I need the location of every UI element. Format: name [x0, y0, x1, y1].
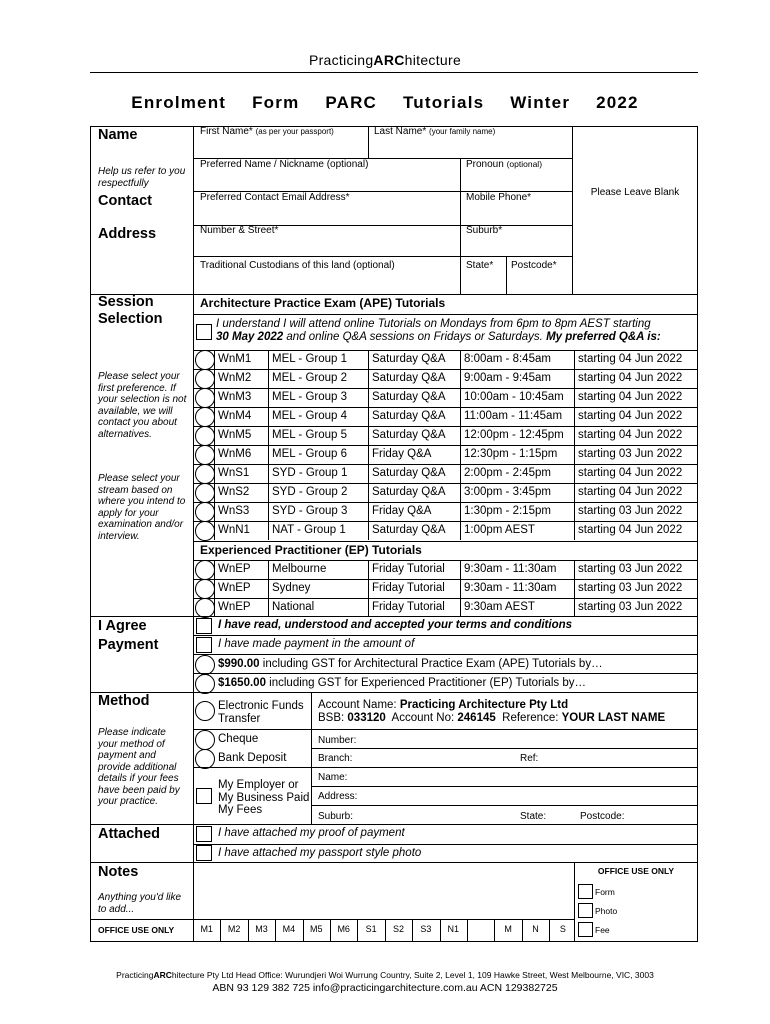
employer-paid-checkbox[interactable]	[196, 788, 212, 804]
cell-divider	[460, 350, 461, 369]
cell-divider	[460, 521, 461, 540]
label-column-divider	[193, 126, 194, 942]
cell-divider	[460, 158, 461, 256]
eft-label: Electronic Funds Transfer	[218, 700, 304, 725]
ape-day-cell: Friday Q&A	[372, 448, 432, 460]
ape-amount-desc: including GST for Architectural Practice Exam (APE) Tutorials by…	[259, 658, 603, 670]
ape-amount-text	[218, 658, 603, 670]
form-title-left: Enrolment Form	[131, 93, 300, 112]
ep-code-cell: WnEP	[218, 582, 251, 594]
ape-session-radio[interactable]	[195, 445, 215, 465]
row-divider	[193, 541, 698, 542]
account-name-line	[318, 699, 568, 711]
cell-divider	[460, 256, 461, 294]
ape-code-cell: WnM3	[218, 391, 252, 403]
office-code-cell: N	[532, 924, 539, 934]
footer-brand-c: hitecture Pty Ltd Head Office: Wurundjeri Woi Wurrung Country, Suite 2, Level 1, 109 Hawke Street, West Melbourne, VIC, 3003	[171, 970, 654, 980]
office-use-label: OFFICE USE ONLY	[98, 925, 175, 935]
ape-day-cell: Saturday Q&A	[372, 467, 446, 479]
proof-text: I have attached my proof of payment	[218, 827, 405, 839]
ape-code-cell: WnS3	[218, 505, 250, 517]
cell-divider	[268, 445, 269, 464]
ep-amount-desc: including GST for Experienced Practitioner (EP) Tutorials by…	[265, 677, 586, 689]
row-divider	[193, 314, 698, 315]
row-divider	[193, 673, 698, 674]
bank-deposit-radio[interactable]	[195, 749, 215, 769]
brand-part-c: hitecture	[404, 52, 462, 68]
ape-group-cell: MEL - Group 5	[272, 429, 347, 441]
preferred-name-field[interactable]: Preferred Name / Nickname (optional)	[200, 159, 369, 170]
cell-divider	[214, 502, 215, 521]
ape-time-cell: 1:00pm AEST	[464, 524, 535, 536]
office-code-cell: S2	[392, 924, 404, 934]
ape-group-cell: MEL - Group 4	[272, 410, 347, 422]
photo-text: I have attached my passport style photo	[218, 847, 422, 859]
form-title	[0, 93, 770, 113]
row-divider	[193, 729, 698, 730]
office-code-cell: M2	[227, 924, 241, 934]
cell-divider	[214, 521, 215, 540]
cell-divider	[368, 521, 369, 540]
cell-divider	[368, 445, 369, 464]
address-label: Address	[98, 226, 157, 242]
row-divider	[311, 805, 698, 806]
ape-code-cell: WnM2	[218, 372, 252, 384]
bsb-label: BSB:	[318, 712, 348, 724]
employer-address-field[interactable]: Address:	[318, 791, 358, 802]
ape-start-cell: starting 04 Jun 2022	[578, 391, 683, 403]
method-note: Please indicate your method of payment and provide additional details if your fees have been paid by your practice.	[98, 727, 180, 807]
cell-divider	[214, 560, 215, 579]
footer-address	[0, 970, 770, 980]
employer-state-field[interactable]: State:	[520, 811, 547, 822]
cell-divider	[268, 407, 269, 426]
ape-preferred-qa: My preferred Q&A is:	[546, 331, 661, 343]
name-note: Help us refer to you respectfully	[98, 166, 186, 189]
attached-label: Attached	[98, 826, 161, 842]
office-code-cell: S1	[365, 924, 377, 934]
ep-start-cell: starting 03 Jun 2022	[578, 582, 683, 594]
ep-day-cell: Friday Tutorial	[372, 601, 445, 613]
cell-divider	[368, 502, 369, 521]
ape-code-cell: WnS2	[218, 486, 250, 498]
cell-divider	[574, 483, 575, 502]
ape-understand-checkbox[interactable]	[196, 324, 212, 340]
email-field[interactable]: Preferred Contact Email Address*	[200, 192, 350, 203]
ape-start-cell: starting 03 Jun 2022	[578, 505, 683, 517]
cell-divider	[506, 256, 507, 294]
ep-amount-text	[218, 677, 586, 689]
agree-text: I have read, understood and accepted your terms and conditions	[218, 619, 573, 631]
mobile-field[interactable]: Mobile Phone*	[466, 192, 532, 203]
payment-intro: I have made payment in the amount of	[218, 638, 415, 650]
ape-group-cell: SYD - Group 2	[272, 486, 348, 498]
cell-divider	[214, 445, 215, 464]
ep-group-cell: National	[272, 601, 315, 613]
cell-divider	[368, 464, 369, 483]
cell-divider	[214, 598, 215, 617]
state-field[interactable]: State*	[466, 260, 494, 271]
cell-divider	[268, 483, 269, 502]
cell-divider	[460, 445, 461, 464]
last-name-label: Last Name*	[374, 126, 427, 137]
first-name-hint: (as per your passport)	[255, 127, 334, 136]
agree-label: I Agree	[98, 618, 147, 634]
section-divider	[90, 692, 698, 693]
cell-divider	[460, 369, 461, 388]
office-code-cell: M	[504, 924, 512, 934]
ape-code-cell: WnM5	[218, 429, 252, 441]
ape-session-radio[interactable]	[195, 502, 215, 522]
cell-divider	[368, 350, 369, 369]
ep-amount-radio[interactable]	[195, 674, 215, 694]
cheque-number-field[interactable]: Number:	[318, 735, 357, 746]
office-use-heading: OFFICE USE ONLY	[597, 866, 675, 876]
ep-code-cell: WnEP	[218, 563, 251, 575]
row-divider	[311, 748, 698, 749]
row-divider	[311, 786, 698, 787]
ape-code-cell: WnM6	[218, 448, 252, 460]
cell-divider	[574, 579, 575, 598]
cell-divider	[368, 483, 369, 502]
office-code-cell: M5	[310, 924, 323, 934]
row-divider	[193, 635, 698, 636]
ape-understand-part-a: I understand I will attend online Tutorials on Mondays from 6pm to 8pm AEST starting	[216, 318, 651, 330]
ape-start-cell: starting 04 Jun 2022	[578, 467, 683, 479]
section-divider	[90, 616, 698, 617]
office-check-box[interactable]	[578, 922, 593, 937]
cell-divider	[268, 560, 269, 579]
last-name-field[interactable]	[374, 126, 495, 137]
custodians-field[interactable]: Traditional Custodians of this land (optional)	[200, 260, 395, 271]
ep-amount: $1650.00	[218, 677, 266, 689]
cell-divider	[460, 483, 461, 502]
ape-group-cell: SYD - Group 3	[272, 505, 348, 517]
reference-value: YOUR LAST NAME	[561, 712, 666, 724]
ape-time-cell: 9:00am - 9:45am	[464, 372, 551, 384]
first-name-field[interactable]	[200, 126, 334, 137]
bank-details-line	[318, 712, 665, 724]
account-name-label: Account Name:	[318, 699, 400, 711]
ape-start-cell: starting 04 Jun 2022	[578, 372, 683, 384]
cell-divider	[574, 502, 575, 521]
contact-label: Contact	[98, 193, 152, 209]
suburb-field[interactable]: Suburb*	[466, 225, 503, 236]
ape-time-cell: 12:30pm - 1:15pm	[464, 448, 558, 460]
cell-divider	[460, 388, 461, 407]
pronoun-field[interactable]	[466, 159, 542, 170]
ape-day-cell: Saturday Q&A	[372, 391, 446, 403]
ape-start-cell: starting 04 Jun 2022	[578, 486, 683, 498]
ape-session-radio[interactable]	[195, 521, 215, 541]
office-check-label: Fee	[595, 925, 610, 935]
employer-suburb-field[interactable]: Suburb:	[318, 811, 354, 822]
ep-session-radio[interactable]	[195, 579, 215, 599]
employer-paid-label: My Employer or My Business Paid My Fees	[218, 779, 310, 816]
cell-divider	[460, 502, 461, 521]
ape-day-cell: Saturday Q&A	[372, 524, 446, 536]
footer-brand-b: ARC	[153, 970, 172, 980]
cell-divider	[268, 369, 269, 388]
ep-day-cell: Friday Tutorial	[372, 563, 445, 575]
cell-divider	[574, 464, 575, 483]
cell-divider	[268, 426, 269, 445]
ape-day-cell: Saturday Q&A	[372, 353, 446, 365]
office-code-cell: M4	[282, 924, 296, 934]
ape-start-cell: starting 04 Jun 2022	[578, 410, 683, 422]
cell-divider	[574, 350, 575, 369]
ape-start-date: 30 May 2022	[216, 331, 284, 343]
ape-code-cell: WnN1	[218, 524, 250, 536]
cell-divider	[368, 579, 369, 598]
office-check-label: Form	[595, 887, 615, 897]
ep-group-cell: Melbourne	[272, 563, 327, 575]
cell-divider	[268, 579, 269, 598]
cell-divider	[574, 560, 575, 579]
employer-name-field[interactable]: Name:	[318, 772, 348, 783]
ape-time-cell: 2:00pm - 2:45pm	[464, 467, 551, 479]
form-title-right: PARC Tutorials Winter 2022	[325, 93, 639, 112]
cell-divider	[214, 388, 215, 407]
last-name-hint: (your family name)	[429, 127, 496, 136]
cell-divider	[214, 579, 215, 598]
agree-checkbox[interactable]	[196, 618, 212, 634]
street-field[interactable]: Number & Street*	[200, 225, 279, 236]
office-code-cell: S	[559, 924, 566, 934]
eft-radio[interactable]	[195, 701, 215, 721]
cell-divider	[368, 126, 369, 158]
proof-checkbox[interactable]	[196, 826, 212, 842]
cell-divider	[214, 426, 215, 445]
office-code-cell: M1	[200, 924, 213, 934]
cell-divider	[214, 369, 215, 388]
ape-session-radio[interactable]	[195, 369, 215, 389]
cell-divider	[214, 483, 215, 502]
payment-label: Payment	[98, 637, 159, 653]
ep-heading: Experienced Practitioner (EP) Tutorials	[200, 543, 422, 557]
cell-divider	[574, 369, 575, 388]
ape-time-cell: 11:00am - 11:45am	[464, 410, 563, 422]
row-divider	[193, 844, 698, 845]
ape-session-radio[interactable]	[195, 483, 215, 503]
ape-group-cell: MEL - Group 3	[272, 391, 347, 403]
cell-divider	[574, 407, 575, 426]
photo-checkbox[interactable]	[196, 845, 212, 861]
ape-time-cell: 12:00pm - 12:45pm	[464, 429, 564, 441]
ape-start-cell: starting 04 Jun 2022	[578, 524, 683, 536]
header-rule	[90, 72, 698, 73]
ape-day-cell: Friday Q&A	[372, 505, 432, 517]
cell-divider	[268, 350, 269, 369]
ape-code-cell: WnM4	[218, 410, 252, 422]
payment-checkbox[interactable]	[196, 637, 212, 653]
notes-note: Anything you'd like to add...	[98, 892, 182, 915]
ape-time-cell: 3:00pm - 3:45pm	[464, 486, 551, 498]
cell-divider	[574, 445, 575, 464]
cell-divider	[368, 369, 369, 388]
cell-divider	[368, 426, 369, 445]
cell-divider	[460, 407, 461, 426]
ape-start-cell: starting 03 Jun 2022	[578, 448, 683, 460]
ape-amount: $990.00	[218, 658, 260, 670]
cell-divider	[574, 598, 575, 617]
cell-divider	[460, 560, 461, 579]
cell-divider	[460, 426, 461, 445]
cheque-radio[interactable]	[195, 730, 215, 750]
ape-group-cell: MEL - Group 6	[272, 448, 347, 460]
cheque-label: Cheque	[218, 733, 259, 745]
account-no-label: Account No:	[385, 712, 458, 724]
account-no-value: 246145	[457, 712, 496, 724]
ep-group-cell: Sydney	[272, 582, 311, 594]
ape-start-cell: starting 04 Jun 2022	[578, 429, 683, 441]
office-check-box[interactable]	[578, 884, 593, 899]
account-name: Practicing Architecture Pty Ltd	[399, 699, 569, 711]
office-check-label: Photo	[595, 906, 618, 916]
ape-code-cell: WnS1	[218, 467, 250, 479]
ep-time-cell: 9:30am - 11:30am	[464, 582, 557, 594]
cell-divider	[368, 388, 369, 407]
ape-session-radio[interactable]	[195, 350, 215, 370]
bank-deposit-label: Bank Deposit	[218, 752, 287, 764]
ep-start-cell: starting 03 Jun 2022	[578, 563, 683, 575]
cell-divider	[460, 464, 461, 483]
cell-divider	[467, 919, 468, 942]
ape-start-cell: starting 04 Jun 2022	[578, 353, 683, 365]
row-divider	[193, 256, 572, 257]
ape-session-radio[interactable]	[195, 407, 215, 427]
blank-column-divider	[572, 126, 573, 294]
footer-registration: ABN 93 129 382 725 info@practicingarchitecture.com.au ACN 129382725	[212, 982, 558, 994]
cell-divider	[574, 426, 575, 445]
ape-understand-part-c: and online Q&A sessions on Fridays or Saturdays.	[283, 331, 547, 343]
ape-session-radio[interactable]	[195, 388, 215, 408]
cell-divider	[214, 464, 215, 483]
brand-part-b: ARC	[373, 52, 405, 68]
cell-divider	[574, 388, 575, 407]
footer-brand-a: Practicing	[116, 970, 154, 980]
brand-part-a: Practicing	[308, 52, 374, 68]
row-divider	[90, 919, 574, 920]
ape-time-cell: 8:00am - 8:45am	[464, 353, 551, 365]
ep-time-cell: 9:30am AEST	[464, 601, 535, 613]
name-label: Name	[98, 127, 138, 143]
ape-code-cell: WnM1	[218, 353, 252, 365]
row-divider	[193, 654, 698, 655]
cell-divider	[214, 407, 215, 426]
ape-time-cell: 1:30pm - 2:15pm	[464, 505, 551, 517]
session-note-preference: Please select your first preference. If your selection is not available, we will contact you about alternatives.	[98, 371, 187, 440]
first-name-label: First Name*	[200, 126, 253, 137]
session-label: Session Selection	[98, 294, 163, 327]
ep-code-cell: WnEP	[218, 601, 251, 613]
ape-day-cell: Saturday Q&A	[372, 410, 446, 422]
cell-divider	[214, 350, 215, 369]
pronoun-hint: (optional)	[506, 159, 543, 169]
ape-session-radio[interactable]	[195, 464, 215, 484]
section-divider	[90, 824, 698, 825]
deposit-ref-field[interactable]: Ref:	[520, 753, 539, 764]
cell-divider	[460, 598, 461, 617]
cell-divider	[268, 388, 269, 407]
session-note-stream: Please select your stream based on where you intend to apply for your examination and/or interview.	[98, 473, 186, 542]
brand-header	[0, 52, 770, 68]
ape-day-cell: Saturday Q&A	[372, 429, 446, 441]
cell-divider	[268, 502, 269, 521]
cell-divider	[460, 579, 461, 598]
bsb-value: 033120	[347, 712, 386, 724]
ep-session-radio[interactable]	[195, 560, 215, 580]
notes-label: Notes	[98, 864, 139, 880]
office-check-box[interactable]	[578, 903, 593, 918]
branch-field[interactable]: Branch:	[318, 753, 353, 764]
reference-label: Reference:	[495, 712, 562, 724]
ape-heading: Architecture Practice Exam (APE) Tutorials	[200, 296, 446, 310]
office-code-cell: S3	[420, 924, 432, 934]
ep-day-cell: Friday Tutorial	[372, 582, 445, 594]
ape-group-cell: SYD - Group 1	[272, 467, 348, 479]
employer-postcode-field[interactable]: Postcode:	[580, 811, 625, 822]
cell-divider	[368, 560, 369, 579]
section-divider	[90, 294, 698, 295]
cell-divider	[368, 407, 369, 426]
ep-time-cell: 9:30am - 11:30am	[464, 563, 557, 575]
ep-session-radio[interactable]	[195, 598, 215, 618]
row-divider	[193, 767, 698, 768]
pronoun-label: Pronoun	[466, 159, 504, 170]
ape-group-cell: NAT - Group 1	[272, 524, 346, 536]
leave-blank-box: Please Leave Blank	[590, 187, 680, 198]
office-code-cell: M6	[337, 924, 350, 934]
ep-start-cell: starting 03 Jun 2022	[578, 601, 683, 613]
office-code-cell: M3	[255, 924, 268, 934]
ape-time-cell: 10:00am - 10:45am	[464, 391, 564, 403]
cell-divider	[368, 598, 369, 617]
ape-amount-radio[interactable]	[195, 655, 215, 675]
ape-group-cell: MEL - Group 1	[272, 353, 347, 365]
notes-input-area[interactable]	[193, 862, 574, 919]
ape-understand-text	[216, 318, 696, 344]
ape-group-cell: MEL - Group 2	[272, 372, 347, 384]
cell-divider	[268, 464, 269, 483]
ape-day-cell: Saturday Q&A	[372, 486, 446, 498]
cell-divider	[268, 598, 269, 617]
method-label: Method	[98, 693, 150, 709]
cell-divider	[268, 521, 269, 540]
ape-day-cell: Saturday Q&A	[372, 372, 446, 384]
office-code-cell: N1	[447, 924, 460, 934]
postcode-field[interactable]: Postcode*	[511, 260, 557, 271]
cell-divider	[574, 521, 575, 540]
ape-session-radio[interactable]	[195, 426, 215, 446]
